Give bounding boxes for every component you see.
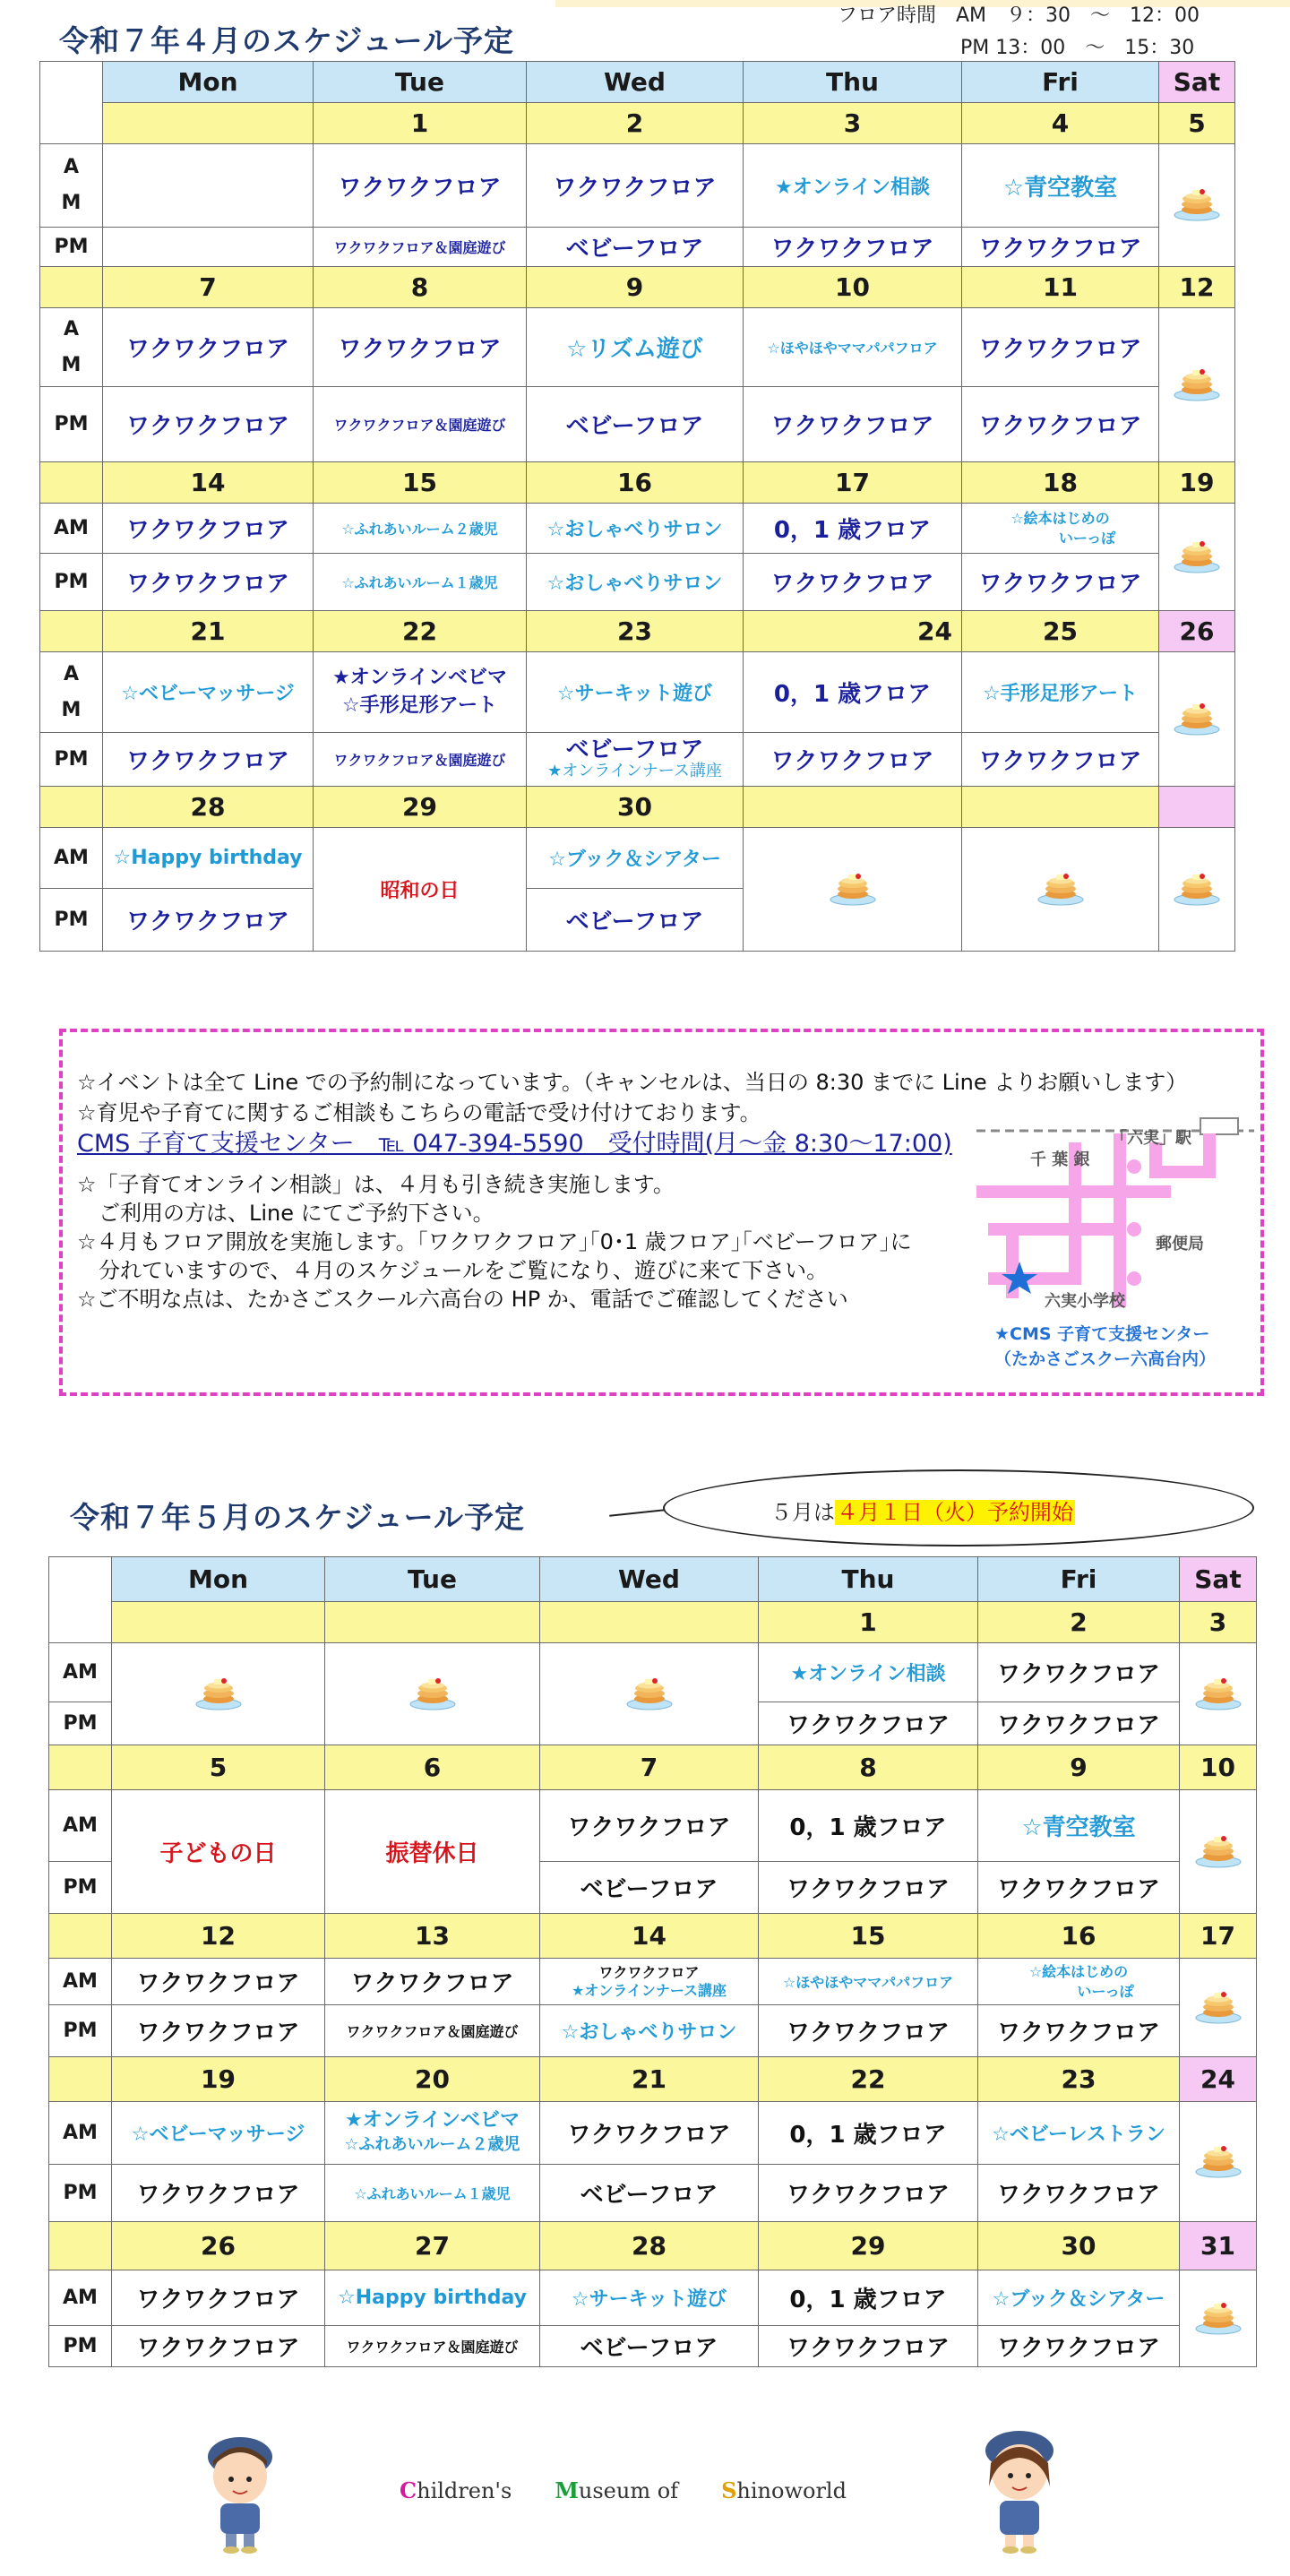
closed-cell (962, 828, 1159, 952)
date-cell (49, 1745, 112, 1790)
event-cell: ☆ほやほやママパパフロア (759, 1959, 978, 2005)
event-cell: ワクワクフロア (112, 2270, 325, 2326)
date-cell (49, 1914, 112, 1959)
event-cell: ワクワクフロア (759, 1702, 978, 1745)
am-label: AM (40, 504, 103, 554)
event-cell: ☆Happy birthday (103, 828, 314, 889)
event-cell: ワクワクフロア (540, 1790, 759, 1862)
pm-label: PM (40, 228, 103, 267)
date-cell: 20 (325, 2057, 540, 2102)
date-cell: 17 (744, 462, 962, 504)
holiday-cell: 振替休日 (325, 1790, 540, 1914)
date-cell: 23 (978, 2057, 1180, 2102)
event-cell: ☆サーキット遊び (527, 652, 744, 733)
event-cell: ワクワクフロア (527, 144, 744, 228)
event-cell: ベビーフロア (527, 889, 744, 952)
corner-cell (49, 1557, 112, 1643)
pancake-icon (408, 1675, 457, 1710)
notice-box (59, 1029, 1264, 1396)
pm-label: PM (40, 554, 103, 611)
date-cell: 19 (112, 2057, 325, 2102)
event-cell: ワクワクフロア (112, 2326, 325, 2367)
pm-label: PM (49, 1862, 112, 1914)
date-cell (40, 267, 103, 308)
event-cell: ワクワクフロア (325, 1959, 540, 2005)
event-cell: ワクワクフロア (744, 733, 962, 787)
date-cell: 5 (1159, 103, 1235, 144)
saturday-cell (1159, 652, 1235, 787)
event-cell: ☆ベビーマッサージ (103, 652, 314, 733)
holiday-cell: 子どもの日 (112, 1790, 325, 1914)
header-fri: Fri (962, 62, 1159, 103)
event-cell: ベビーフロア (540, 2165, 759, 2222)
date-cell: 29 (314, 787, 527, 828)
saturday-cell (1180, 1643, 1257, 1745)
header-mon: Mon (103, 62, 314, 103)
date-cell: 4 (962, 103, 1159, 144)
event-cell: ☆Happy birthday (325, 2270, 540, 2326)
pancake-icon (1173, 185, 1221, 221)
pm-label: PM (49, 2005, 112, 2057)
event-cell: ワクワクフロア (978, 2326, 1180, 2367)
date-cell (40, 611, 103, 652)
pancake-icon (1173, 366, 1221, 401)
date-cell: 26 (1159, 611, 1235, 652)
date-cell (325, 1602, 540, 1643)
event-cell: ☆おしゃべりサロン (540, 2005, 759, 2057)
date-cell: 1 (314, 103, 527, 144)
reservation-notice: ５月は４月１日（火）予約開始 (770, 1500, 1073, 1525)
map-label-post: 郵便局 (1156, 1235, 1204, 1254)
closed-cell (744, 828, 962, 952)
event-cell: ベビーフロア (527, 228, 744, 267)
saturday-cell (1159, 504, 1235, 611)
date-cell: 13 (325, 1914, 540, 1959)
pancake-icon (829, 870, 877, 906)
header-mon: Mon (112, 1557, 325, 1602)
date-cell: 22 (314, 611, 527, 652)
pancake-icon (1194, 2142, 1243, 2178)
event-cell: ワクワクフロア＆園庭遊び (325, 2005, 540, 2057)
header-fri: Fri (978, 1557, 1180, 1602)
event-cell: ☆手形足形アート (962, 652, 1159, 733)
header-wed: Wed (540, 1557, 759, 1602)
date-cell: 26 (112, 2222, 325, 2270)
event-cell (103, 144, 314, 228)
event-cell: ワクワクフロア (103, 554, 314, 611)
event-cell: ☆ほやほやママパパフロア (744, 308, 962, 387)
pm-label: PM (40, 733, 103, 787)
header-tue: Tue (325, 1557, 540, 1602)
event-cell: ワクワクフロア (759, 1862, 978, 1914)
event-cell: ワクワクフロア (759, 2165, 978, 2222)
date-cell: 11 (962, 267, 1159, 308)
event-cell: 0，1 歳フロア (759, 1790, 978, 1862)
event-cell: ☆ベビーレストラン (978, 2102, 1180, 2165)
event-cell: 0，1 歳フロア (759, 2102, 978, 2165)
date-cell (49, 2222, 112, 2270)
date-cell: 19 (1159, 462, 1235, 504)
event-cell: 0，1 歳フロア (759, 2270, 978, 2326)
footer-brand: Children's Museum of Shinoworld (400, 2477, 847, 2503)
may-title: 令和７年５月のスケジュール予定 (70, 1500, 526, 1535)
event-cell: ワクワクフロア (962, 387, 1159, 462)
date-cell: 9 (978, 1745, 1180, 1790)
map-label-bank: 千 葉 銀 (1030, 1150, 1090, 1169)
event-cell: ワクワクフロア (978, 1862, 1180, 1914)
floor-time: フロア時間 AM ９：30 ～ 12：00 (838, 4, 1200, 27)
event-cell: 0，1 歳フロア (744, 652, 962, 733)
date-cell: 9 (527, 267, 744, 308)
date-cell (1159, 787, 1235, 828)
event-cell: ワクワクフロア (314, 144, 527, 228)
event-cell: ワクワクフロア (962, 554, 1159, 611)
event-cell: ☆絵本はじめの いーっぽ (962, 504, 1159, 554)
event-cell (103, 228, 314, 267)
notice-line: 分れていますので、４月のスケジュールをご覧になり、遊びに来て下さい。 (77, 1258, 829, 1283)
event-cell: ワクワクフロア (103, 889, 314, 952)
am-label: A M (40, 144, 103, 228)
event-cell: ★オンラインベビマ ☆ふれあいルーム２歳児 (325, 2102, 540, 2165)
pancake-icon (625, 1675, 674, 1710)
corner-cell (40, 62, 103, 144)
event-cell: ワクワクフロア (759, 2005, 978, 2057)
am-label: AM (40, 828, 103, 889)
event-cell: ☆ブック＆シアター (978, 2270, 1180, 2326)
event-cell: ベビーフロア (527, 387, 744, 462)
event-cell: ☆サーキット遊び (540, 2270, 759, 2326)
date-cell: 12 (1159, 267, 1235, 308)
event-cell: ベビーフロア ★オンラインナース講座 (527, 733, 744, 787)
date-cell: 27 (325, 2222, 540, 2270)
event-cell: ☆ふれあいルーム１歳児 (325, 2165, 540, 2222)
date-cell: 17 (1180, 1914, 1257, 1959)
saturday-cell (1159, 144, 1235, 267)
date-cell (40, 462, 103, 504)
closed-cell (325, 1643, 540, 1745)
event-cell: ワクワクフロア＆園庭遊び (314, 228, 527, 267)
date-cell: 28 (540, 2222, 759, 2270)
event-cell: ★オンライン相談 (759, 1643, 978, 1702)
pancake-icon (1194, 2299, 1243, 2335)
date-cell: 3 (744, 103, 962, 144)
event-cell: ☆絵本はじめの いーっぽ (978, 1959, 1180, 2005)
saturday-cell (1180, 2270, 1257, 2367)
am-label: AM (49, 1959, 112, 2005)
event-cell: ワクワクフロア (962, 228, 1159, 267)
date-cell (540, 1602, 759, 1643)
notice-line: ☆「子育てオンライン相談」は、４月も引き続き実施します。 (77, 1172, 675, 1197)
date-cell: 1 (759, 1602, 978, 1643)
header-wed: Wed (527, 62, 744, 103)
date-cell: 21 (540, 2057, 759, 2102)
event-cell: ☆リズム遊び (527, 308, 744, 387)
am-label: A M (40, 652, 103, 733)
pm-label: PM (49, 1702, 112, 1745)
event-cell: ワクワクフロア＆園庭遊び (314, 733, 527, 787)
saturday-cell (1180, 1790, 1257, 1914)
date-cell: 21 (103, 611, 314, 652)
am-label: A M (40, 308, 103, 387)
date-cell: 12 (112, 1914, 325, 1959)
date-cell: 23 (527, 611, 744, 652)
notice-line: ☆４月もフロア開放を実施します。｢ワクワクフロア｣｢0･1 歳フロア｣｢ベビーフロア｣に (77, 1229, 912, 1254)
event-cell: ☆青空教室 (962, 144, 1159, 228)
pancake-icon (1173, 700, 1221, 736)
date-cell: 10 (744, 267, 962, 308)
date-cell: 31 (1180, 2222, 1257, 2270)
pm-label: PM (49, 2326, 112, 2367)
cms-contact-line: CMS 子育て支援センター ℡ 047-394-5590 受付時間(月～金 8:30～17:00) (77, 1130, 952, 1158)
am-label: AM (49, 1790, 112, 1862)
pm-label: PM (40, 387, 103, 462)
date-cell: 16 (527, 462, 744, 504)
event-cell: ワクワクフロア (962, 308, 1159, 387)
event-cell: ワクワクフロア (314, 308, 527, 387)
event-cell: ワクワクフロア (744, 228, 962, 267)
date-cell (112, 1602, 325, 1643)
date-cell: 14 (540, 1914, 759, 1959)
date-cell: 24 (1180, 2057, 1257, 2102)
boy-mascot-icon (199, 2430, 281, 2555)
event-cell: ワクワクフロア (112, 2165, 325, 2222)
date-cell (962, 787, 1159, 828)
event-cell: ワクワクフロア (978, 1702, 1180, 1745)
am-label: AM (49, 2102, 112, 2165)
header-sat: Sat (1180, 1557, 1257, 1602)
header-sat: Sat (1159, 62, 1235, 103)
notice-line: ご利用の方は、Line にてご予約下さい。 (77, 1201, 494, 1226)
notice-line: ☆イベントは全て Line での予約制になっています。（キャンセルは、当日の 8:30 までに Line よりお願いします） (77, 1070, 1188, 1095)
april-schedule-table (39, 61, 1235, 952)
holiday-cell: 昭和の日 (314, 828, 527, 952)
date-cell: 10 (1180, 1745, 1257, 1790)
date-cell: 29 (759, 2222, 978, 2270)
event-cell: ベビーフロア (540, 1862, 759, 1914)
event-cell: 0，1 歳フロア (744, 504, 962, 554)
event-cell: ワクワクフロア (744, 387, 962, 462)
event-cell: ★オンライン相談 (744, 144, 962, 228)
pancake-icon (1194, 1988, 1243, 2024)
saturday-cell (1180, 2102, 1257, 2222)
event-cell: ワクワクフロア＆園庭遊び (325, 2326, 540, 2367)
floor-time-pm: PM 13：00 ～ 15：30 (960, 37, 1195, 59)
date-cell: 7 (540, 1745, 759, 1790)
date-cell: 3 (1180, 1602, 1257, 1643)
may-schedule-table (48, 1556, 1257, 2367)
april-title: 令和７年４月のスケジュール予定 (59, 23, 515, 58)
notice-line: ☆育児や子育てに関するご相談もこちらの電話で受け付けております。 (77, 1100, 761, 1125)
event-cell: ☆おしゃべりサロン (527, 554, 744, 611)
header-tue: Tue (314, 62, 527, 103)
event-cell: ワクワクフロア (112, 2005, 325, 2057)
date-cell: 2 (978, 1602, 1180, 1643)
date-cell (49, 2057, 112, 2102)
date-cell: 15 (759, 1914, 978, 1959)
event-cell: ワクワクフロア (540, 2102, 759, 2165)
event-cell: ワクワクフロア (978, 2165, 1180, 2222)
event-cell: ワクワクフロア ★オンラインナース講座 (540, 1959, 759, 2005)
pancake-icon (1194, 1675, 1243, 1710)
event-cell: ワクワクフロア (103, 504, 314, 554)
date-cell: 16 (978, 1914, 1180, 1959)
date-cell: 5 (112, 1745, 325, 1790)
event-cell: ワクワクフロア (103, 308, 314, 387)
date-cell: 2 (527, 103, 744, 144)
event-cell: ☆ブック＆シアター (527, 828, 744, 889)
date-cell: 22 (759, 2057, 978, 2102)
event-cell: ワクワクフロア (962, 733, 1159, 787)
event-cell: ☆ベビーマッサージ (112, 2102, 325, 2165)
closed-cell (540, 1643, 759, 1745)
event-cell: ☆ふれあいルーム１歳児 (314, 554, 527, 611)
saturday-cell (1180, 1959, 1257, 2057)
event-cell: ベビーフロア (540, 2326, 759, 2367)
date-cell: 8 (314, 267, 527, 308)
header-thu: Thu (744, 62, 962, 103)
date-cell: 6 (325, 1745, 540, 1790)
event-cell: ワクワクフロア (978, 1643, 1180, 1702)
date-cell: 30 (527, 787, 744, 828)
map-label-school: 六実小学校 (1045, 1292, 1125, 1311)
event-cell: ワクワクフロア (103, 733, 314, 787)
date-cell: 8 (759, 1745, 978, 1790)
event-cell: ワクワクフロア (112, 1959, 325, 2005)
event-cell: ★オンラインベビマ ☆手形足形アート (314, 652, 527, 733)
map-caption: （たかさごスクー六高台内） (994, 1349, 1217, 1369)
notice-line: ☆ご不明な点は、たかさごスクール六高台の HP か、電話でご確認してください (77, 1287, 848, 1312)
pancake-icon (1173, 870, 1221, 906)
date-cell: 18 (962, 462, 1159, 504)
date-cell: 14 (103, 462, 314, 504)
date-cell (103, 103, 314, 144)
header-thu: Thu (759, 1557, 978, 1602)
event-cell: ワクワクフロア (759, 2326, 978, 2367)
date-cell: 30 (978, 2222, 1180, 2270)
date-cell (744, 787, 962, 828)
am-label: AM (49, 1643, 112, 1702)
pancake-icon (1194, 1832, 1243, 1868)
pm-label: PM (40, 889, 103, 952)
pancake-icon (1173, 538, 1221, 573)
am-label: AM (49, 2270, 112, 2326)
date-cell: 15 (314, 462, 527, 504)
girl-mascot-icon (976, 2424, 1062, 2556)
event-cell: ワクワクフロア＆園庭遊び (314, 387, 527, 462)
closed-cell (112, 1643, 325, 1745)
map-caption: ★CMS 子育て支援センター (994, 1324, 1210, 1344)
date-cell: 24 (744, 611, 962, 652)
pm-label: PM (49, 2165, 112, 2222)
event-cell: ワクワクフロア (744, 554, 962, 611)
date-cell: 25 (962, 611, 1159, 652)
event-cell: ☆ふれあいルーム２歳児 (314, 504, 527, 554)
map-label-station: 「六実」駅 (1111, 1129, 1191, 1148)
event-cell: ワクワクフロア (103, 387, 314, 462)
event-cell: ☆おしゃべりサロン (527, 504, 744, 554)
pancake-icon (1036, 870, 1085, 906)
date-cell: 28 (103, 787, 314, 828)
date-cell (40, 787, 103, 828)
saturday-cell (1159, 828, 1235, 952)
date-cell: 7 (103, 267, 314, 308)
pancake-icon (194, 1675, 243, 1710)
event-cell: ☆青空教室 (978, 1790, 1180, 1862)
event-cell: ワクワクフロア (978, 2005, 1180, 2057)
saturday-cell (1159, 308, 1235, 462)
